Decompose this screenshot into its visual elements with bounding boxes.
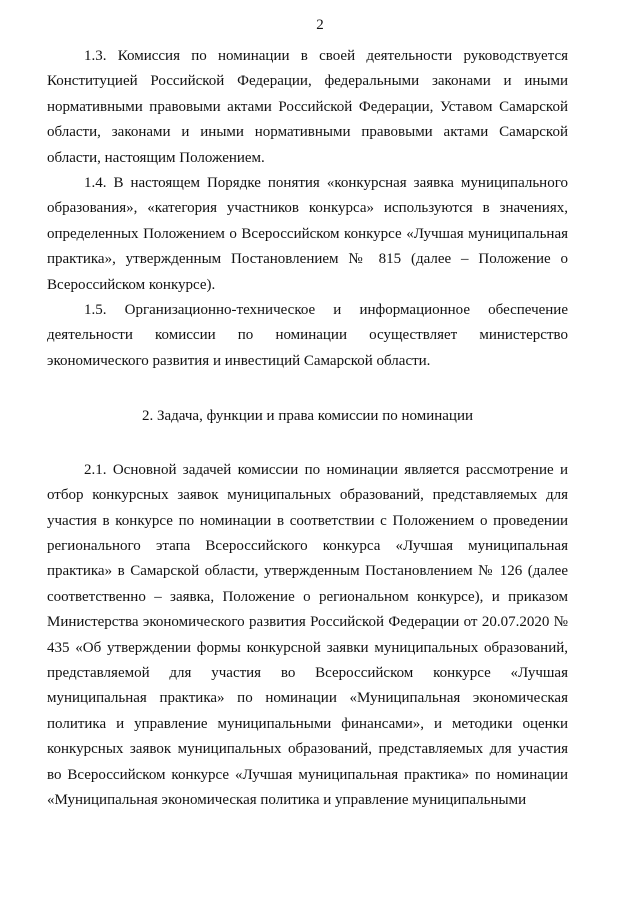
- paragraph-1-4: 1.4. В настоящем Порядке понятия «конкурсная заявка муниципального образования», «категория участников конкурса» используются в значениях, определенных Положением о Всероссийском конкурсе «Лучшая муниципальная практика», утвержденным Постановлением № 815 (далее – Положение о Всероссийском конкурсе).: [47, 175, 568, 293]
- paragraph-1-3: 1.3. Комиссия по номинации в своей деятельности руководствуется Конституцией Российской Федерации, федеральными законами и иными нормативными правовыми актами Российской Федерации, Уставом Самарской области, законами и иными нормативными правовыми актами Самарской области, настоящим Положением.: [47, 48, 568, 166]
- paragraph-2-1: 2.1. Основной задачей комиссии по номинации является рассмотрение и отбор конкурсных заявок муниципальных образований, представляемых для участия в конкурсе по номинации в соответствии с Положением о проведении регионального этапа Всероссийского конкурса «Лучшая муниципальная практика» в Самарской области, утвержденным Постановлением № 126 (далее соответственно – заявка, Положение о региональном конкурсе), и приказом Министерства экономического развития Российской Федерации от 20.07.2020 № 435 «Об утверждении формы конкурсной заявки муниципальных образований, представляемой для участия во Всероссийском конкурсе «Лучшая муниципальная практика» по номинации «Муниципальная экономическая политика и управление муниципальными финансами», и методики оценки конкурсных заявок муниципальных образований, представляемых для участия во Всероссийском конкурсе «Лучшая муниципальная практика» по номинации «Муниципальная экономическая политика и управление муниципальными: [47, 461, 568, 808]
- section-2-heading: 2. Задача, функции и права комиссии по номинации: [142, 408, 473, 425]
- page-number: 2: [316, 17, 324, 33]
- document-body: [47, 44, 568, 813]
- paragraph-1-5: 1.5. Организационно-техническое и информационное обеспечение деятельности комиссии по номинации осуществляет министерство экономического развития и инвестиций Самарской области.: [47, 302, 568, 369]
